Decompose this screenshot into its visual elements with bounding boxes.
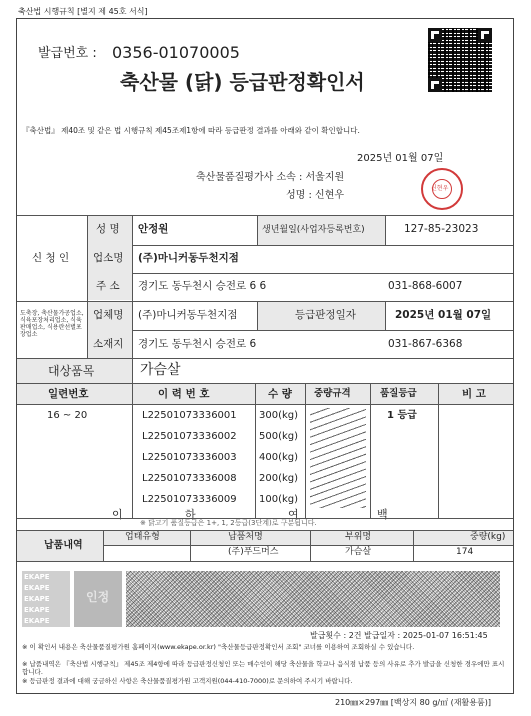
issue-number: 0356-01070005 [112,43,240,62]
trace-number: L22501073336003 [142,452,237,463]
delivery-header-part: 부위명 [345,532,372,542]
ekape-watermark: EKAPE EKAPE EKAPE EKAPE EKAPE [22,571,70,627]
header-serial: 일련번호 [48,388,89,400]
applicant-company: (주)마니커동두천지점 [138,252,239,264]
delivery-header-buyer: 납품처명 [228,532,263,542]
delivery-header-type: 업태유형 [125,532,160,542]
applicant-address: 경기도 동두천시 승전로 6 6 [138,280,267,292]
item-label: 대상품목 [48,364,95,378]
header-remarks: 비 고 [462,388,486,400]
footer-note-3: ※ 등급판정 결과에 대해 궁금하신 사항은 축산물품질평가원 고객지원(044-410-7000)로 문의하여 주시기 바랍니다. [22,677,353,685]
processor-section-label: 도축장, 축산물가공업소, 식육포장처리업소, 식육판매업소, 식용란선별포장업소 [20,310,84,338]
quantity: 400(kg) [259,452,299,463]
judgment-date: 2025년 01월 07일 [395,309,492,321]
quality-grade: 1 등급 [387,410,417,421]
applicant-section-label: 신 청 인 [32,252,70,264]
quantity: 300(kg) [259,410,299,421]
stray-mark: 백 [377,508,388,521]
trace-number: L22501073336009 [142,494,237,505]
birth-label: 생년월일(사업자등록번호) [262,225,365,235]
trace-number: L22501073336001 [142,410,237,421]
judgment-date-label: 등급판정일자 [295,309,356,321]
item-value: 가슴살 [140,362,181,378]
trace-number: L22501073336008 [142,473,237,484]
delivery-weight: 174 [456,547,474,557]
processor-address: 경기도 동두천시 승전로 6 [138,338,257,350]
issue-info: 발급횟수 : 2건 발급일자 : 2025-01-07 16:51:45 [310,631,488,640]
applicant-name: 안정원 [138,223,169,235]
quantity: 200(kg) [259,473,299,484]
paper-spec: 210㎜×297㎜ [백상지 80 g/㎡ (재활용품)] [335,698,491,707]
processor-phone: 031-867-6368 [388,338,463,350]
delivery-part: 가슴살 [345,547,372,557]
processor-address-label: 소재지 [93,338,124,350]
security-noise-pattern [126,571,500,627]
stray-mark: 여 [288,508,299,521]
header-trace: 이 력 번 호 [158,388,210,400]
inspector-name: 성명 : 신현우 [286,190,345,201]
office-text: 축산물품질평가사 소속 : 서울지원 [196,172,345,183]
delivery-buyer: (주)푸드머스 [228,547,279,557]
issue-date: 2025년 01월 07일 [357,153,444,164]
trace-number: L22501073336002 [142,431,237,442]
header-quantity: 수 량 [268,388,292,400]
stray-mark: 하 [185,508,196,521]
inspector-seal-icon: 신현우 [421,168,463,210]
header-weight-spec: 중량규격 [314,388,351,399]
company-label: 업소명 [93,252,124,264]
weight-spec-void-hatch [310,408,366,508]
stray-mark: 이 [112,508,123,521]
processor-company: (주)마니커동두천지점 [138,309,238,321]
grade-footnote: ※ 닭고기 품질등급은 1+, 1, 2등급(3단계)로 구분됩니다. [140,519,317,527]
footer-note-1: ※ 이 확인서 내용은 축산물품질평가원 홈페이지(www.ekape.or.kr) "축산물등급판정확인서 조회" 코너를 이용하여 조회하실 수 있습니다. [22,643,415,651]
address-label: 주 소 [96,280,120,292]
applicant-phone: 031-868-6007 [388,280,463,292]
qr-code-icon [428,28,492,92]
delivery-label: 납품내역 [44,540,83,551]
applicant-name-label: 성 명 [96,223,120,235]
processor-company-label: 업체명 [93,309,124,321]
form-reference: 축산법 시행규칙 [별지 제 45호 서식] [18,7,148,16]
delivery-header-weight: 중량(kg) [470,532,506,542]
seal-stamp-icon: 인정 [74,571,122,627]
issue-number-label: 발급번호 : [38,46,97,61]
quantity: 500(kg) [259,431,299,442]
business-number: 127-85-23023 [404,223,479,235]
intro-text: 『축산법』 제40조 및 같은 법 시행규칙 제45조제1항에 따라 등급판정 결과를 아래와 같이 확인합니다. [22,126,360,135]
quantity: 100(kg) [259,494,299,505]
document-title: 축산물 (닭) 등급판정확인서 [120,70,365,94]
footer-note-2: ※ 납품내역은 『축산법 시행규칙』 제45조 제4항에 따라 등급판정신청인 또는 매수인이 해당 축산물을 학교나 음식점 납품 등의 사유로 추가 발급을 신청한 경우에만 표시합니다. [22,660,505,676]
header-grade: 품질등급 [380,388,417,399]
serial-range: 16 ~ 20 [47,410,88,421]
